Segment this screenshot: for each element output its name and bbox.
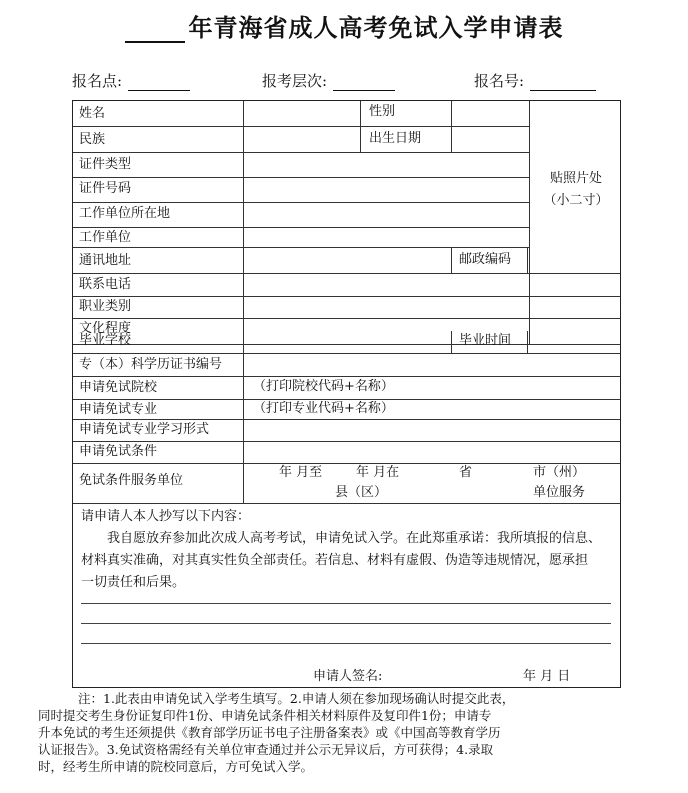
gender-label: 性别 bbox=[369, 104, 396, 119]
apply-school-label: 申请免试院校 bbox=[79, 380, 158, 395]
declaration-section bbox=[73, 503, 620, 688]
photo-area[interactable] bbox=[529, 101, 622, 344]
signature-label: 申请人签名: bbox=[313, 669, 383, 684]
ethnicity-label: 民族 bbox=[79, 132, 106, 147]
service-province: 省 bbox=[459, 465, 473, 480]
work-unit-label: 工作单位 bbox=[79, 230, 132, 245]
exam-level-blank[interactable] bbox=[333, 74, 395, 91]
id-number-label: 证件号码 bbox=[79, 181, 132, 196]
registration-site-label: 报名点: bbox=[72, 72, 123, 90]
year-blank[interactable] bbox=[125, 17, 185, 43]
photo-size: （小二寸） bbox=[543, 193, 609, 208]
apply-major-hint: （打印专业代码+名称） bbox=[253, 401, 394, 416]
notes-section bbox=[38, 690, 650, 775]
postal-code-label: 邮政编码 bbox=[459, 252, 512, 267]
birth-date-label: 出生日期 bbox=[369, 131, 422, 146]
work-address-label: 工作单位所在地 bbox=[79, 206, 171, 221]
photo-label: 贴照片处 bbox=[549, 171, 602, 186]
service-from: 年 月至 bbox=[279, 465, 323, 480]
registration-number bbox=[474, 70, 596, 91]
registration-site bbox=[72, 70, 190, 91]
graduate-school-label: 毕业学校 bbox=[79, 333, 132, 348]
occupation-label: 职业类别 bbox=[79, 299, 132, 314]
declaration-intro: 请申请人本人抄写以下内容： bbox=[81, 509, 251, 524]
service-unit-label: 免试条件服务单位 bbox=[79, 473, 184, 488]
certificate-number-label: 专（本）科学历证书编号 bbox=[79, 357, 223, 372]
registration-number-label: 报名号: bbox=[474, 72, 525, 90]
graduate-time-label: 毕业时间 bbox=[459, 333, 512, 348]
phone-label: 联系电话 bbox=[79, 277, 132, 292]
note-line-1: 注：1.此表由申请免试入学考生填写。2.申请人须在参加现场确认时提交此表， bbox=[78, 691, 515, 706]
copy-line-1[interactable] bbox=[81, 603, 611, 604]
exam-level-label: 报考层次: bbox=[262, 72, 328, 90]
id-type-label: 证件类型 bbox=[79, 157, 132, 172]
mail-address-label: 通讯地址 bbox=[79, 253, 132, 268]
service-city: 市（州） bbox=[533, 465, 586, 480]
study-form-label: 申请免试专业学习形式 bbox=[79, 422, 210, 437]
signature-date: 年 月 日 bbox=[523, 669, 571, 684]
note-line-4: 认证报告》。3.免试资格需经有关单位审查通过并公示无异议后，方可获得；4.录取 bbox=[38, 742, 494, 757]
apply-major-label: 申请免试专业 bbox=[79, 402, 158, 417]
note-line-5: 时，经考生所申请的院校同意后，方可免试入学。 bbox=[38, 759, 314, 774]
service-county: 县（区） bbox=[335, 485, 388, 500]
declaration-line-2: 材料真实准确，对其真实性负全部责任。若信息、材料有虚假、伪造等违规情况，愿承担 bbox=[81, 553, 589, 568]
exam-level bbox=[262, 70, 395, 91]
exempt-condition-label: 申请免试条件 bbox=[79, 444, 158, 459]
declaration-line-1: 我自愿放弃参加此次成人高考考试，申请免试入学。在此郑重承诺：我所填报的信息、 bbox=[107, 531, 602, 546]
note-line-2: 同时提交考生身份证复印件1份、申请免试条件相关材料原件及复印件1份；申请专 bbox=[38, 708, 492, 723]
note-line-3: 升本免试的考生还须提供《教育部学历证书电子注册备案表》或《中国高等教育学历 bbox=[38, 725, 501, 740]
declaration-line-3: 一切责任和后果。 bbox=[81, 575, 186, 590]
service-unit-tail: 单位服务 bbox=[533, 485, 586, 500]
name-label: 姓名 bbox=[79, 106, 106, 121]
service-to: 年 月在 bbox=[356, 465, 400, 480]
form-title: 年青海省成人高考免试入学申请表 bbox=[0, 8, 688, 43]
copy-line-2[interactable] bbox=[81, 623, 611, 624]
copy-line-3[interactable] bbox=[81, 643, 611, 644]
education-label: 文化程度 bbox=[79, 321, 132, 336]
registration-site-blank[interactable] bbox=[128, 74, 190, 91]
registration-number-blank[interactable] bbox=[530, 74, 596, 91]
apply-school-hint: （打印院校代码+名称） bbox=[253, 379, 394, 394]
application-table bbox=[72, 100, 621, 688]
